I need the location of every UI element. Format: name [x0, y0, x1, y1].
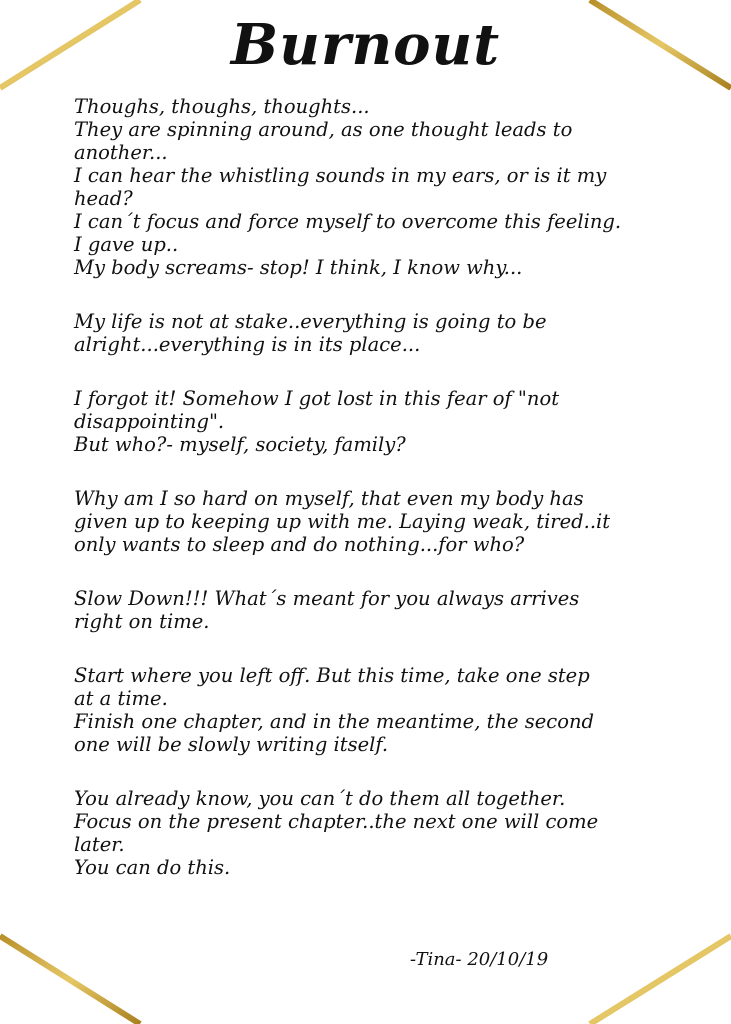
poem-stanza [74, 95, 634, 279]
poem-stanza [74, 487, 634, 556]
poem-title: Burnout [230, 12, 501, 78]
poem-line: My body screams- stop! I think, I know why... [74, 256, 523, 279]
poem-line: I can hear the whistling sounds in my ears, or is it my [74, 164, 607, 187]
poem-stanza [74, 387, 634, 456]
poem-line: disappointing". [74, 410, 225, 433]
poem-line: head? [74, 187, 133, 210]
poem-line: My life is not at stake..everything is going to be [74, 310, 547, 333]
poem-line: But who?- myself, society, family? [74, 433, 406, 456]
poem-stanza [74, 787, 634, 879]
poem-line: given up to keeping up with me. Laying weak, tired..it [74, 510, 611, 533]
poem-stanza [74, 587, 634, 633]
poem-line: Thoughs, thoughs, thoughts... [74, 95, 370, 118]
gold-line-bottom-right [590, 936, 731, 1024]
poem-line: at a time. [74, 687, 168, 710]
poem-line: Why am I so hard on myself, that even my body has [74, 487, 584, 510]
poem-line: right on time. [74, 610, 210, 633]
poem-line: another... [74, 141, 168, 164]
gold-line-bottom-left [0, 936, 140, 1024]
poem-stanza [74, 310, 634, 356]
poem-line: You can do this. [74, 856, 231, 879]
poem-line: I gave up.. [74, 233, 179, 256]
poem-body [74, 95, 634, 910]
signature-date: -Tina- 20/10/19 [410, 949, 549, 970]
poem-line: I can´t focus and force myself to overcome this feeling. [74, 210, 622, 233]
poem-line: I forgot it! Somehow I got lost in this fear of "not [74, 387, 560, 410]
poem-line: alright...everything is in its place... [74, 333, 421, 356]
poem-line: You already know, you can´t do them all together. [74, 787, 566, 810]
poem-line: only wants to sleep and do nothing...for who? [74, 533, 525, 556]
poem-line: They are spinning around, as one thought leads to [74, 118, 573, 141]
poem-stanza [74, 664, 634, 756]
poem-line: Focus on the present chapter..the next one will come [74, 810, 599, 833]
poem-line: Slow Down!!! What´s meant for you always arrives [74, 587, 580, 610]
poem-line: later. [74, 833, 125, 856]
poem-line: Start where you left off. But this time, take one step [74, 664, 590, 687]
poem-line: one will be slowly writing itself. [74, 733, 389, 756]
poem-line: Finish one chapter, and in the meantime, the second [74, 710, 594, 733]
